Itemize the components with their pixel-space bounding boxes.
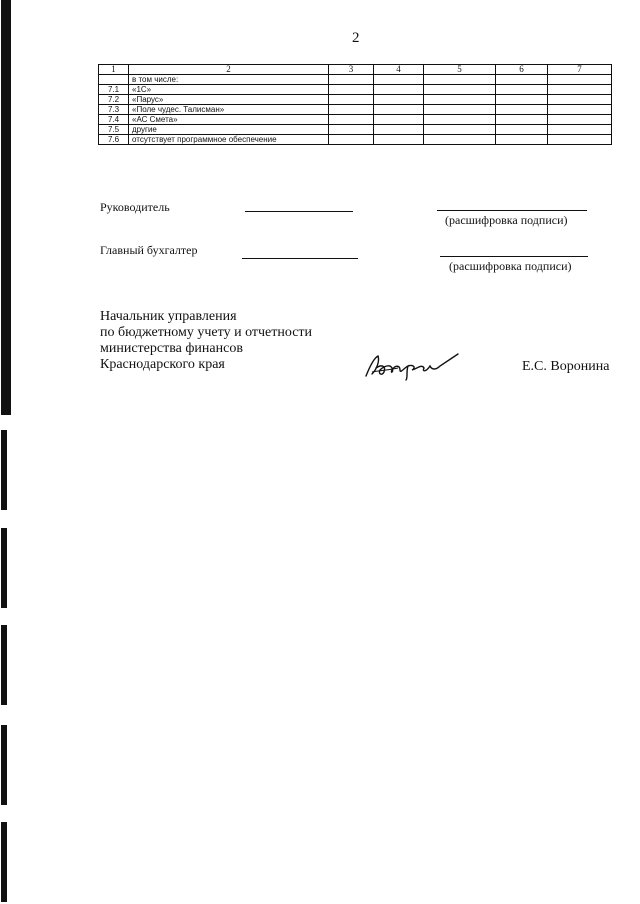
table-cell bbox=[374, 85, 424, 95]
row-number: 7.5 bbox=[99, 125, 129, 135]
table-cell bbox=[548, 125, 612, 135]
table-cell bbox=[374, 125, 424, 135]
row-label: «Поле чудес. Талисман» bbox=[129, 105, 329, 115]
table-row bbox=[99, 105, 612, 115]
row-number: 7.1 bbox=[99, 85, 129, 95]
row-number: 7.4 bbox=[99, 115, 129, 125]
director-signature-line bbox=[245, 211, 353, 212]
table-cell bbox=[329, 85, 374, 95]
accountant-caption: (расшифровка подписи) bbox=[449, 259, 572, 273]
table-cell bbox=[496, 95, 548, 105]
table-cell bbox=[424, 85, 496, 95]
accountant-name-line bbox=[440, 256, 588, 257]
column-header: 7 bbox=[548, 65, 612, 75]
table-cell bbox=[496, 135, 548, 145]
column-header: 3 bbox=[329, 65, 374, 75]
table-row bbox=[99, 115, 612, 125]
page-number: 2 bbox=[352, 30, 360, 46]
accountant-signature-line bbox=[242, 258, 358, 259]
row-number: 7.6 bbox=[99, 135, 129, 145]
table-cell bbox=[548, 95, 612, 105]
table-cell bbox=[548, 135, 612, 145]
row-number: 7.2 bbox=[99, 95, 129, 105]
signer-title-line: Начальник управления bbox=[100, 309, 237, 324]
column-header: 4 bbox=[374, 65, 424, 75]
signer-title-line: министерства финансов bbox=[100, 341, 243, 356]
row-number: 7.3 bbox=[99, 105, 129, 115]
column-header: 1 bbox=[99, 65, 129, 75]
row-label: «АС Смета» bbox=[129, 115, 329, 125]
table-row bbox=[99, 75, 612, 85]
table-cell bbox=[424, 135, 496, 145]
table-cell bbox=[374, 105, 424, 115]
row-label: «Парус» bbox=[129, 95, 329, 105]
column-header: 2 bbox=[129, 65, 329, 75]
accountant-label: Главный бухгалтер bbox=[100, 243, 198, 257]
table-row bbox=[99, 125, 612, 135]
table-cell bbox=[424, 75, 496, 85]
table-cell bbox=[374, 75, 424, 85]
table-cell bbox=[548, 75, 612, 85]
signer-title-line: по бюджетному учету и отчетности bbox=[100, 325, 313, 340]
table-cell bbox=[329, 135, 374, 145]
table-row bbox=[99, 95, 612, 105]
table-row bbox=[99, 85, 612, 95]
table-cell bbox=[424, 115, 496, 125]
director-caption: (расшифровка подписи) bbox=[445, 213, 568, 227]
director-label: Руководитель bbox=[100, 200, 170, 214]
table-cell bbox=[374, 95, 424, 105]
table-cell bbox=[496, 125, 548, 135]
table-cell bbox=[329, 125, 374, 135]
column-header: 5 bbox=[424, 65, 496, 75]
table-cell bbox=[424, 105, 496, 115]
software-table bbox=[98, 64, 612, 145]
table-cell bbox=[424, 125, 496, 135]
signer-title bbox=[100, 309, 312, 373]
table-cell bbox=[329, 115, 374, 125]
table-cell bbox=[496, 85, 548, 95]
row-label: другие bbox=[129, 125, 329, 135]
table-row bbox=[99, 135, 612, 145]
table-cell bbox=[329, 75, 374, 85]
table-cell bbox=[548, 85, 612, 95]
table-cell bbox=[374, 115, 424, 125]
director-name-line bbox=[437, 210, 587, 211]
table-cell bbox=[329, 95, 374, 105]
table-header-row bbox=[99, 65, 612, 75]
table-cell bbox=[496, 115, 548, 125]
table-cell bbox=[496, 105, 548, 115]
table-cell bbox=[548, 115, 612, 125]
table-cell bbox=[424, 95, 496, 105]
row-label: «1С» bbox=[129, 85, 329, 95]
row-number bbox=[99, 75, 129, 85]
column-header: 6 bbox=[496, 65, 548, 75]
table-cell bbox=[496, 75, 548, 85]
table-cell bbox=[548, 105, 612, 115]
table-cell bbox=[374, 135, 424, 145]
handwritten-signature bbox=[362, 348, 462, 382]
signer-name: Е.С. Воронина bbox=[522, 359, 610, 374]
signer-title-line: Краснодарского края bbox=[100, 357, 225, 372]
row-label: отсутствует программное обеспечение bbox=[129, 135, 329, 145]
table-cell bbox=[329, 105, 374, 115]
row-label: в том числе: bbox=[129, 75, 329, 85]
scan-edge-artifact bbox=[0, 0, 14, 904]
